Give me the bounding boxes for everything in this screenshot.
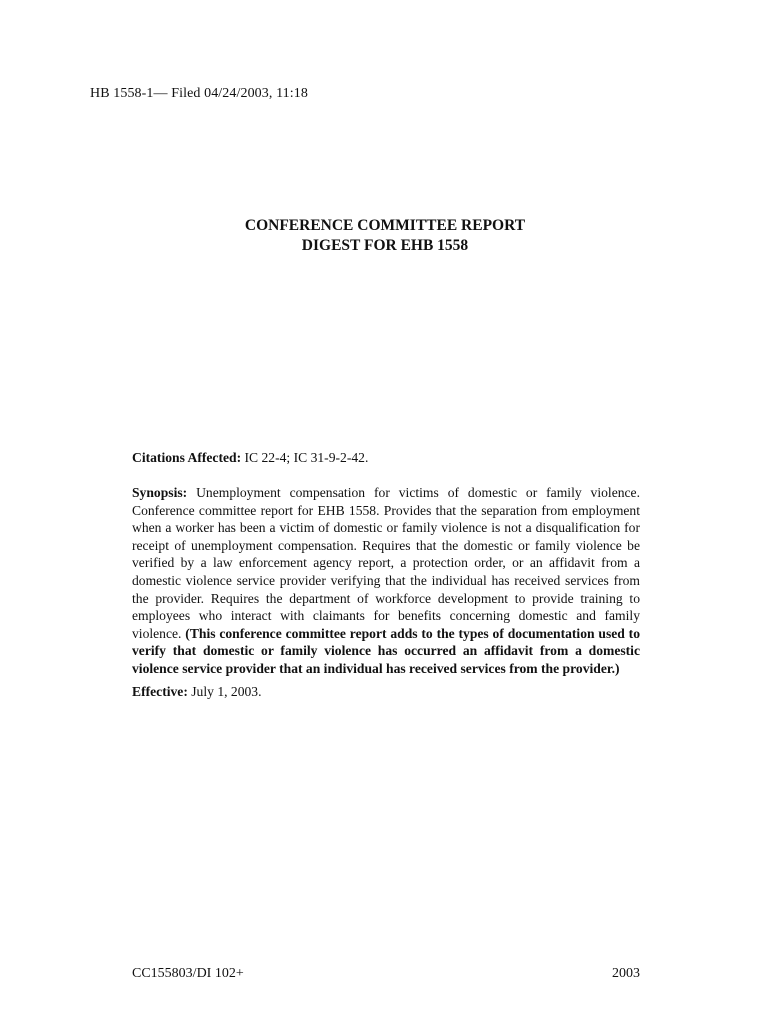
report-title	[0, 216, 770, 256]
effective-date	[132, 683, 640, 701]
effective-label: Effective:	[132, 684, 188, 699]
document-code: CC155803/DI 102+	[132, 966, 244, 981]
report-title-line-1: CONFERENCE COMMITTEE REPORT	[244, 217, 526, 234]
citations-value: IC 22-4; IC 31-9-2-42.	[244, 450, 369, 465]
document-year: 2003	[612, 966, 640, 981]
citations-affected	[132, 449, 640, 467]
filing-line: HB 1558-1— Filed 04/24/2003, 11:18	[90, 86, 308, 101]
report-title-line-2: DIGEST FOR EHB 1558	[301, 237, 469, 254]
synopsis-paragraph	[132, 484, 640, 678]
citations-label: Citations Affected:	[132, 450, 242, 465]
synopsis-text: Unemployment compensation for victims of domestic or family violence. Conference committee report for EHB 1558. Provides that the separation from employment when a worker has been a victim of domestic or family violence is not a disqualification for receipt of unemployment compensation. Requires that the domestic or family violence be verified by a law enforcement agency report, a protection order, or an affidavit from a domestic violence service provider verifying that the individual has received services from the provider. Requires the department of workforce development to provide training to employees who interact with claimants for benefits concerning domestic and family violence.	[132, 485, 640, 641]
effective-value: July 1, 2003.	[191, 684, 262, 699]
synopsis-bold-text: (This conference committee report adds to the types of documentation used to verify that domestic or family violence has occurred an affidavit from a domestic violence service provider that an individual has received services from the provider.)	[132, 625, 641, 676]
synopsis-label: Synopsis:	[132, 485, 188, 500]
